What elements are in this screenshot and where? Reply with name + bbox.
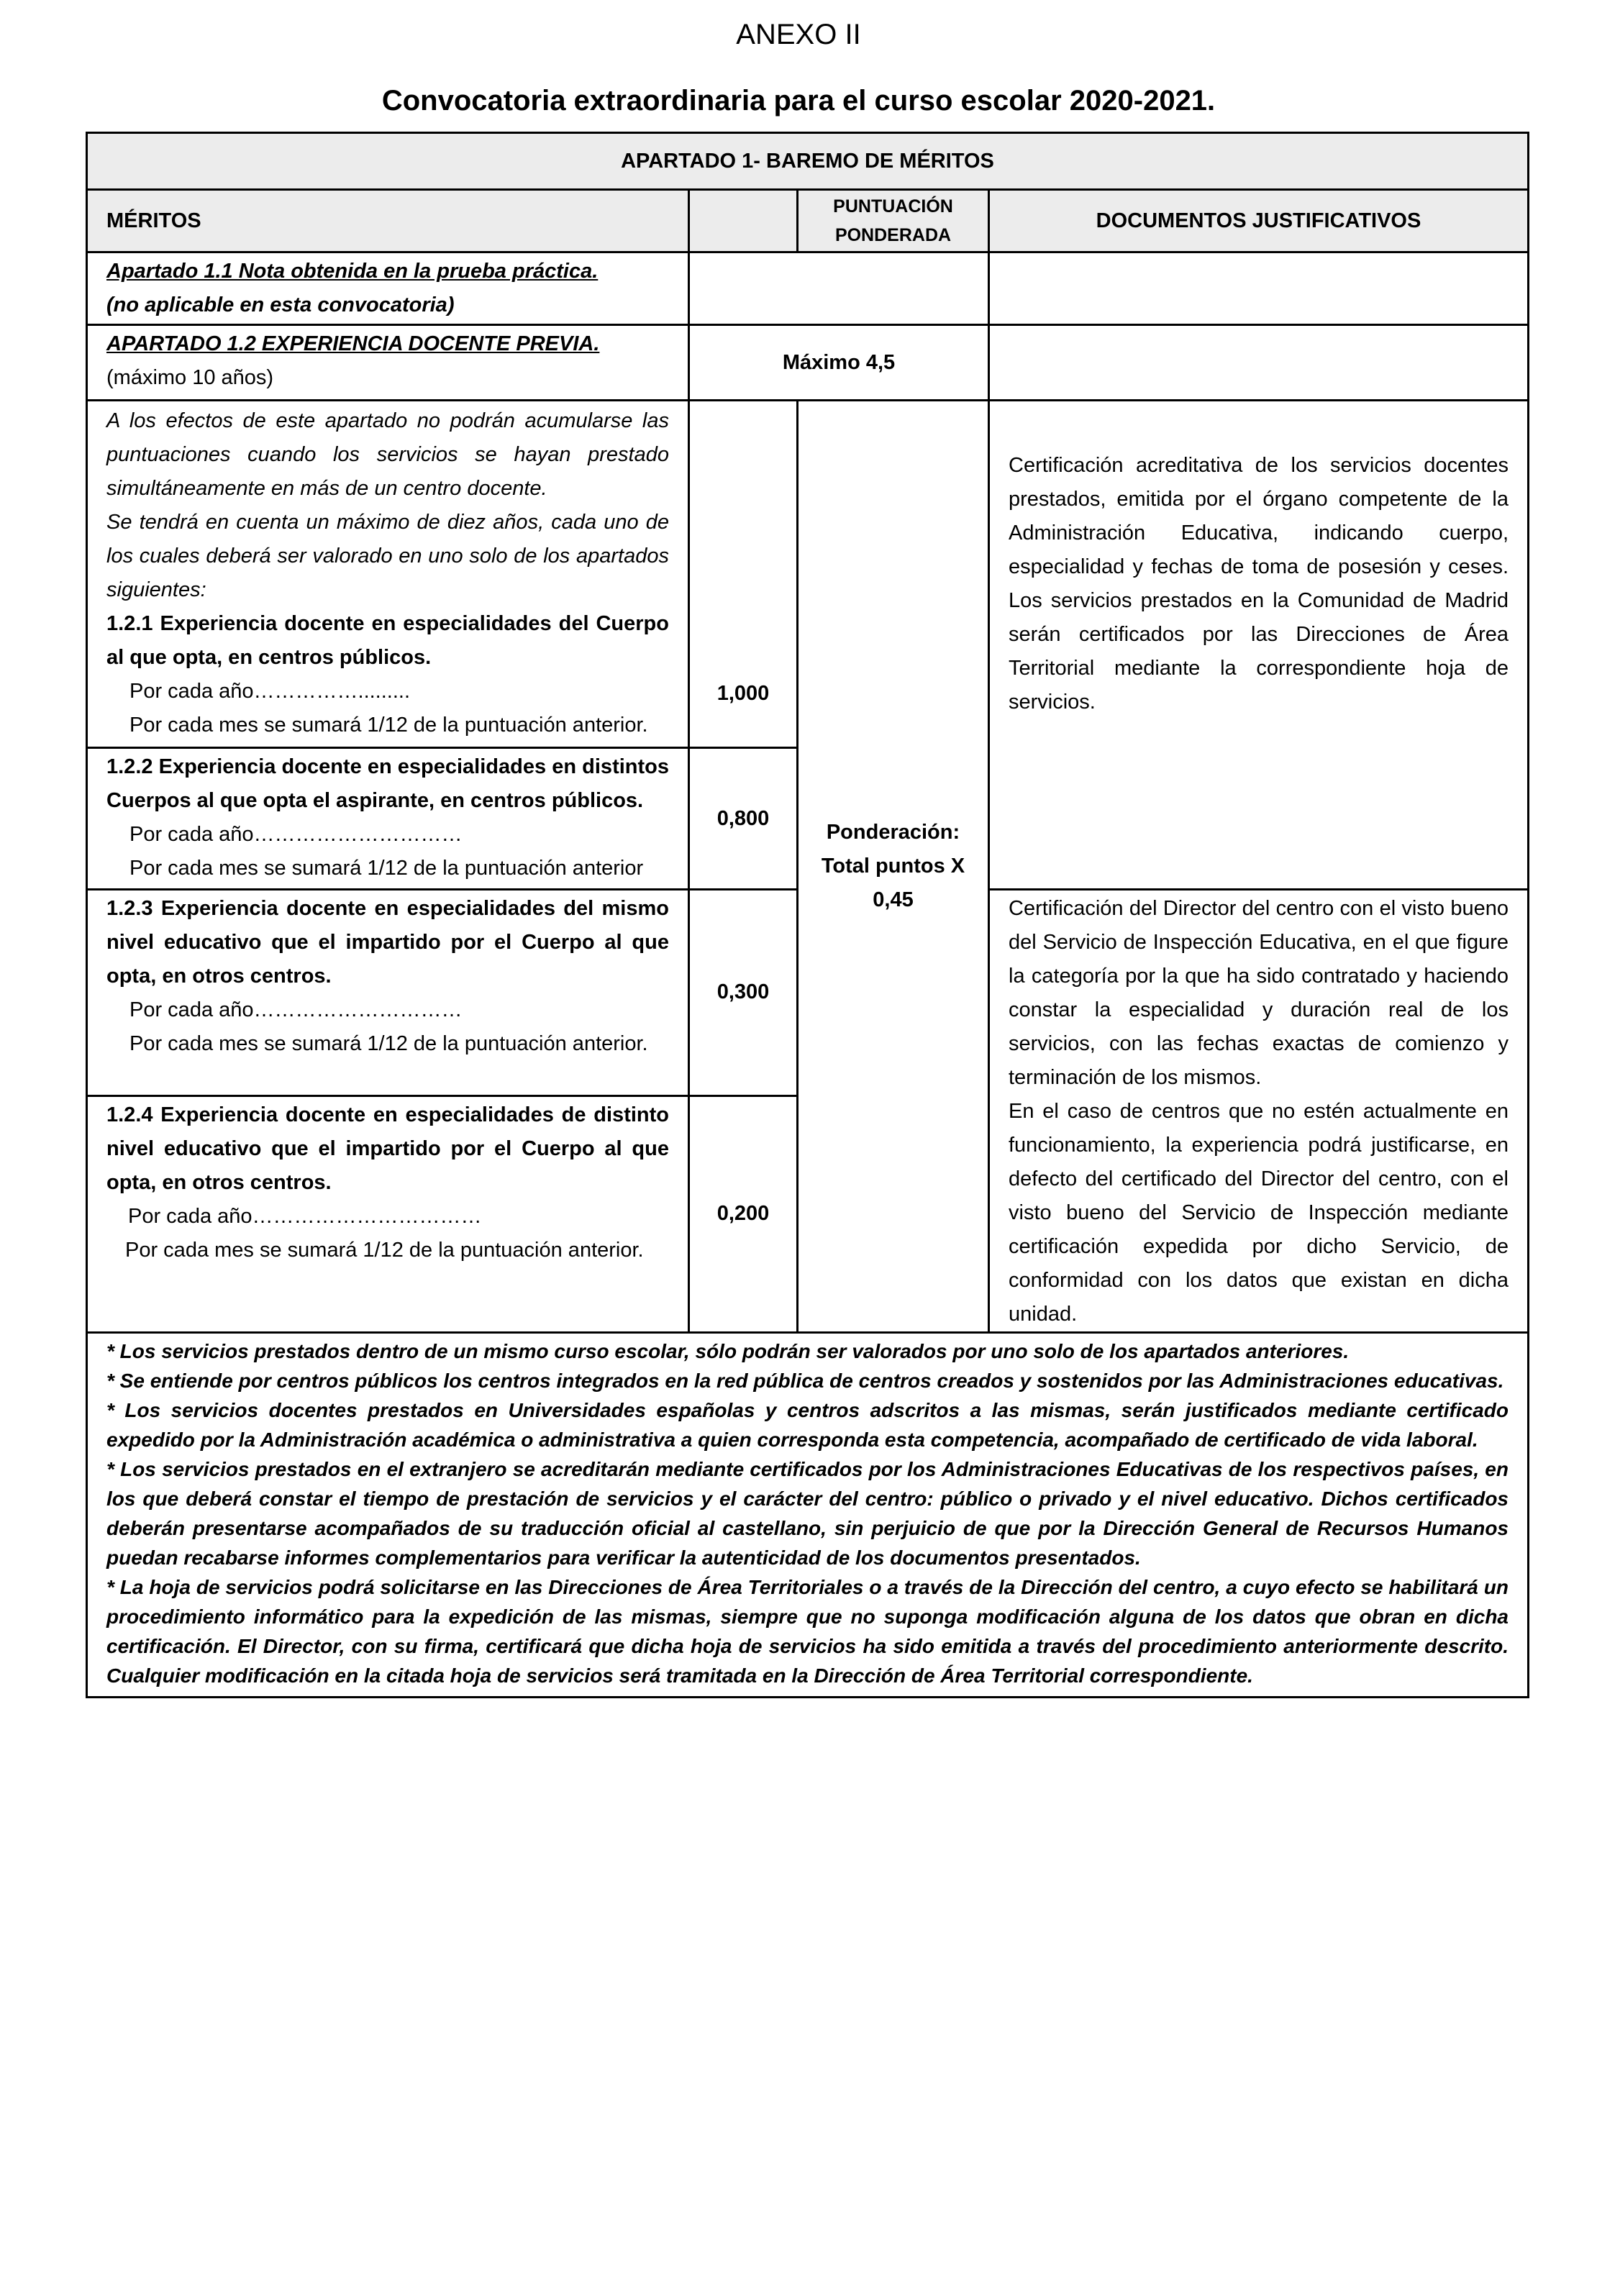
col-header-blank [689,190,798,252]
sub-1-2-3-per-month: Por cada mes se sumará 1/12 de la puntuación anterior. [129,1032,648,1055]
apartado-1-2-cell [87,325,689,401]
col-header-puntuacion-line1: PUNTUACIÓN [833,196,953,217]
sub-1-2-3-per-year: Por cada año………………………… [129,998,463,1021]
column-header-row [87,190,1529,252]
row-apartado-1-2 [87,325,1529,401]
document-title: Convocatoria extraordinaria para el curso escolar 2020-2021. [381,85,1216,117]
apartado-1-2-max: Máximo 4,5 [689,325,989,401]
sub-1-2-4-per-month: Por cada mes se sumará 1/12 de la puntuación anterior. [125,1238,644,1262]
merits-table [86,132,1529,1698]
sub-1-2-1-points: 1,000 [689,401,798,748]
intro-paragraph-2: Se tendrá en cuenta un máximo de diez años, cada uno de los cuales deberá ser valorado en uno solo de los apartados siguientes: [106,511,669,601]
col-header-puntuacion [798,190,989,252]
sub-1-2-1-per-year: Por cada año……………......... [129,680,411,703]
sub-1-2-2-points: 0,800 [689,748,798,890]
apartado-1-1-note: (no aplicable en esta convocatoria) [106,293,455,316]
sub-1-2-2-title: 1.2.2 Experiencia docente en especialidades en distintos Cuerpos al que opta el aspirante, en centros públicos. [106,755,669,812]
note-item: * La hoja de servicios podrá solicitarse en las Direcciones de Área Territoriales o a través de la Dirección del centro, a cuyo efecto se habilitará un procedimiento informático para la expedición de las mismas, siempre que no suponga modificación alguna de los datos que obran en dicha certificación. El Director, con su firma, certificará que dicha hoja de servicios ha sido emitida a través del procedimiento anteriormente descrito. Cualquier modificación en la citada hoja de servicios será tramitada en la Dirección de Área Territorial correspondiente. [106,1576,1509,1687]
docs-other-paragraph-1: Certificación del Director del centro con el visto bueno del Servicio de Inspección Educativa, en el que figure la categoría por la que ha sido contratado y haciendo constar la especialidad y duración real de los servicios, con las fechas exactas de comienzo y terminación de los mismos. [1009,897,1509,1089]
apartado-1-2-note: (máximo 10 años) [106,366,274,389]
notes-row [87,1333,1529,1698]
docs-public-cell: Certificación acreditativa de los servicios docentes prestados, emitida por el órgano competente de la Administración Educativa, indicando cuerpo, especialidad y fechas de toma de posesión y ceses. Los servicios prestados en la Comunidad de Madrid serán certificados por las Direcciones de Área Territorial mediante la correspondiente hoja de servicios. [989,401,1529,890]
ponderacion-cell [798,401,989,1333]
sub-1-2-2-per-year: Por cada año………………………… [129,823,463,846]
ponderacion-line2: Total puntos X [821,855,965,878]
row-1-2-1 [87,401,1529,748]
sub-1-2-2-per-month: Por cada mes se sumará 1/12 de la puntuación anterior [129,857,644,880]
sub-1-2-1-per-month: Por cada mes se sumará 1/12 de la puntuación anterior. [129,714,648,737]
sub-1-2-1-title: 1.2.1 Experiencia docente en especialidades del Cuerpo al que opta, en centros públicos. [106,612,669,669]
note-item: * Los servicios docentes prestados en Universidades españolas y centros adscritos a las mismas, serán justificados mediante certificado expedido por la Administración académica o administrativa a quien corresponda esta competencia, acompañado de certificado de vida laboral. [106,1399,1509,1451]
section-header-row [87,133,1529,190]
section-title: APARTADO 1- BAREMO DE MÉRITOS [87,133,1529,190]
docs-other-paragraph-2: En el caso de centros que no estén actualmente en funcionamiento, la experiencia podrá justificarse, en defecto del certificado del Director del centro, con el visto bueno del Servicio de Inspección mediante certificación expedida por dicho Servicio, de conformidad con los datos que existan en dicha unidad. [1009,1100,1509,1326]
notes-cell [87,1333,1529,1698]
note-item: * Se entiende por centros públicos los centros integrados en la red pública de centros creados y sostenidos por las Administraciones educativas. [106,1370,1504,1392]
apartado-1-1-cell [87,252,689,325]
sub-1-2-3-title: 1.2.3 Experiencia docente en especialidades del mismo nivel educativo que el impartido por el Cuerpo al que opta, en otros centros. [106,897,669,988]
col-header-documentos: DOCUMENTOS JUSTIFICATIVOS [989,190,1529,252]
intro-paragraph-1: A los efectos de este apartado no podrán acumularse las puntuaciones cuando los servicios se hayan prestado simultáneamente en más de un centro docente. [106,409,669,500]
sub-1-2-1-cell [87,401,689,748]
sub-1-2-4-points: 0,200 [689,1095,798,1332]
apartado-1-2-title: APARTADO 1.2 EXPERIENCIA DOCENTE PREVIA. [106,332,600,355]
row-apartado-1-1 [87,252,1529,325]
sub-1-2-3-cell [87,890,689,1096]
apartado-1-1-points [689,252,989,325]
apartado-1-2-docs [989,325,1529,401]
sub-1-2-2-cell [87,748,689,890]
note-item: * Los servicios prestados en el extranjero se acreditarán mediante certificados por los Administraciones Educativas de los respectivos países, en los que deberá constar el tiempo de prestación de servicios y el carácter del centro: público o privado y el nivel educativo. Dichos certificados deberán presentarse acompañados de su traducción oficial al castellano, sin perjuicio de que por la Dirección General de Recursos Humanos puedan recabarse informes complementarios para verificar la autenticidad de los documentos presentados. [106,1458,1509,1569]
sub-1-2-4-cell [87,1095,689,1332]
apartado-1-1-docs [989,252,1529,325]
ponderacion-line3: 0,45 [873,888,914,911]
apartado-1-1-title: Apartado 1.1 Nota obtenida en la prueba práctica. [106,260,599,283]
sub-1-2-3-points: 0,300 [689,890,798,1096]
sub-1-2-4-title: 1.2.4 Experiencia docente en especialidades de distinto nivel educativo que el impartido por el Cuerpo al que opta, en otros centros. [106,1103,669,1194]
annex-label: ANEXO II [736,19,861,50]
docs-other-cell [989,890,1529,1333]
note-item: * Los servicios prestados dentro de un mismo curso escolar, sólo podrán ser valorados por uno solo de los apartados anteriores. [106,1340,1350,1362]
col-header-puntuacion-line2: PONDERADA [834,225,952,245]
sub-1-2-4-per-year: Por cada año…………………………… [128,1204,482,1228]
ponderacion-line1: Ponderación: [826,821,960,844]
col-header-meritos: MÉRITOS [87,190,689,252]
